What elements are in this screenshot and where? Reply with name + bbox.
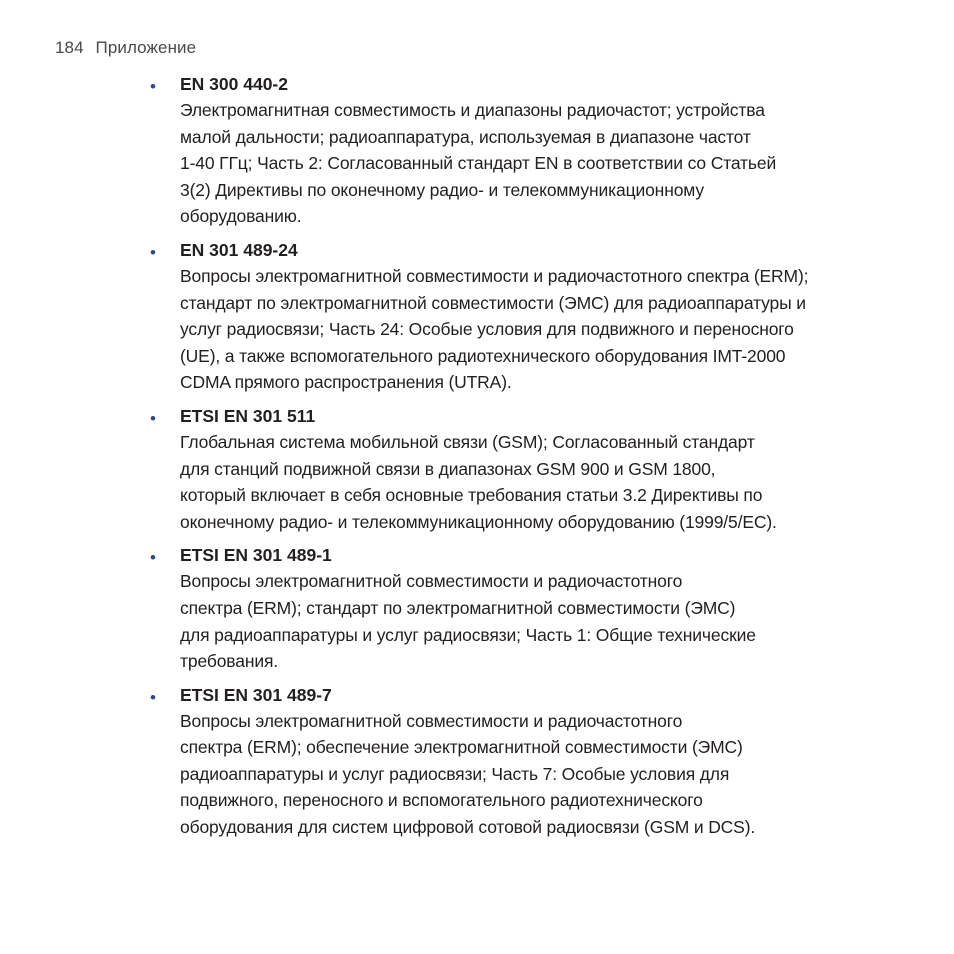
standard-code: EN 301 489-24	[180, 239, 298, 260]
page-header	[55, 38, 196, 58]
bullet-icon: •	[150, 77, 156, 96]
standard-code: EN 300 440-2	[180, 74, 288, 94]
standard-description: Электромагнитная совместимость и диапазоны радиочастот; устройства малой дальности; радиоаппаратура, используемая в диапазоне частот 1-40 ГГц; Часть 2: Согласованный стандарт EN в соответствии со Статьей 3(2) Директивы по оконечному радио- и телекоммуникационному оборудованию.	[180, 100, 777, 227]
list-item	[148, 681, 888, 841]
standard-description: Вопросы электромагнитной совместимости и радиочастотного спектра (ERM); обеспечение электромагнитной совместимости (ЭМС) радиоаппаратуры и услуг радиосвязи; Часть 7: Особые условия для подвижного, переносного и вспомогательного радиотехнического оборудования для систем цифровой сотовой радиосвязи (GSM и DCS).	[180, 710, 756, 838]
page-number: 184	[55, 38, 84, 57]
bullet-icon: •	[150, 548, 156, 568]
bullet-icon: •	[150, 242, 156, 262]
bullet-icon: •	[150, 687, 156, 707]
list-item	[148, 236, 888, 396]
bullet-icon: •	[150, 408, 156, 428]
list-item	[148, 541, 888, 674]
list-item	[148, 70, 888, 230]
standard-code: ETSI EN 301 489-7	[180, 684, 332, 705]
standard-code: ETSI EN 301 511	[180, 405, 316, 426]
standard-description: Вопросы электромагнитной совместимости и радиочастотного спектра (ERM); стандарт по электромагнитной совместимости (ЭМС) для радиоаппаратуры и услуг радиосвязи; Часть 1: Общие технические требования.	[180, 571, 756, 672]
standard-description: Глобальная система мобильной связи (GSM); Согласованный стандарт для станций подвижной связи в диапазонах GSM 900 и GSM 1800, который включает в себя основные требования статьи 3.2 Директивы по оконечному радио- и телекоммуникационному оборудованию (1999/5/EC).	[180, 431, 777, 532]
standards-list	[148, 70, 888, 847]
list-item	[148, 402, 888, 535]
standard-description: Вопросы электромагнитной совместимости и радиочастотного спектра (ERM); стандарт по электромагнитной совместимости (ЭМС) для радиоаппаратуры и услуг радиосвязи; Часть 24: Особые условия для подвижного и переносного (UE), а также вспомогательного радиотехнического оборудования IMT-2000 CDMA прямого распространения (UTRA).	[180, 265, 809, 393]
standard-code: ETSI EN 301 489-1	[180, 545, 332, 566]
section-title: Приложение	[95, 38, 197, 57]
